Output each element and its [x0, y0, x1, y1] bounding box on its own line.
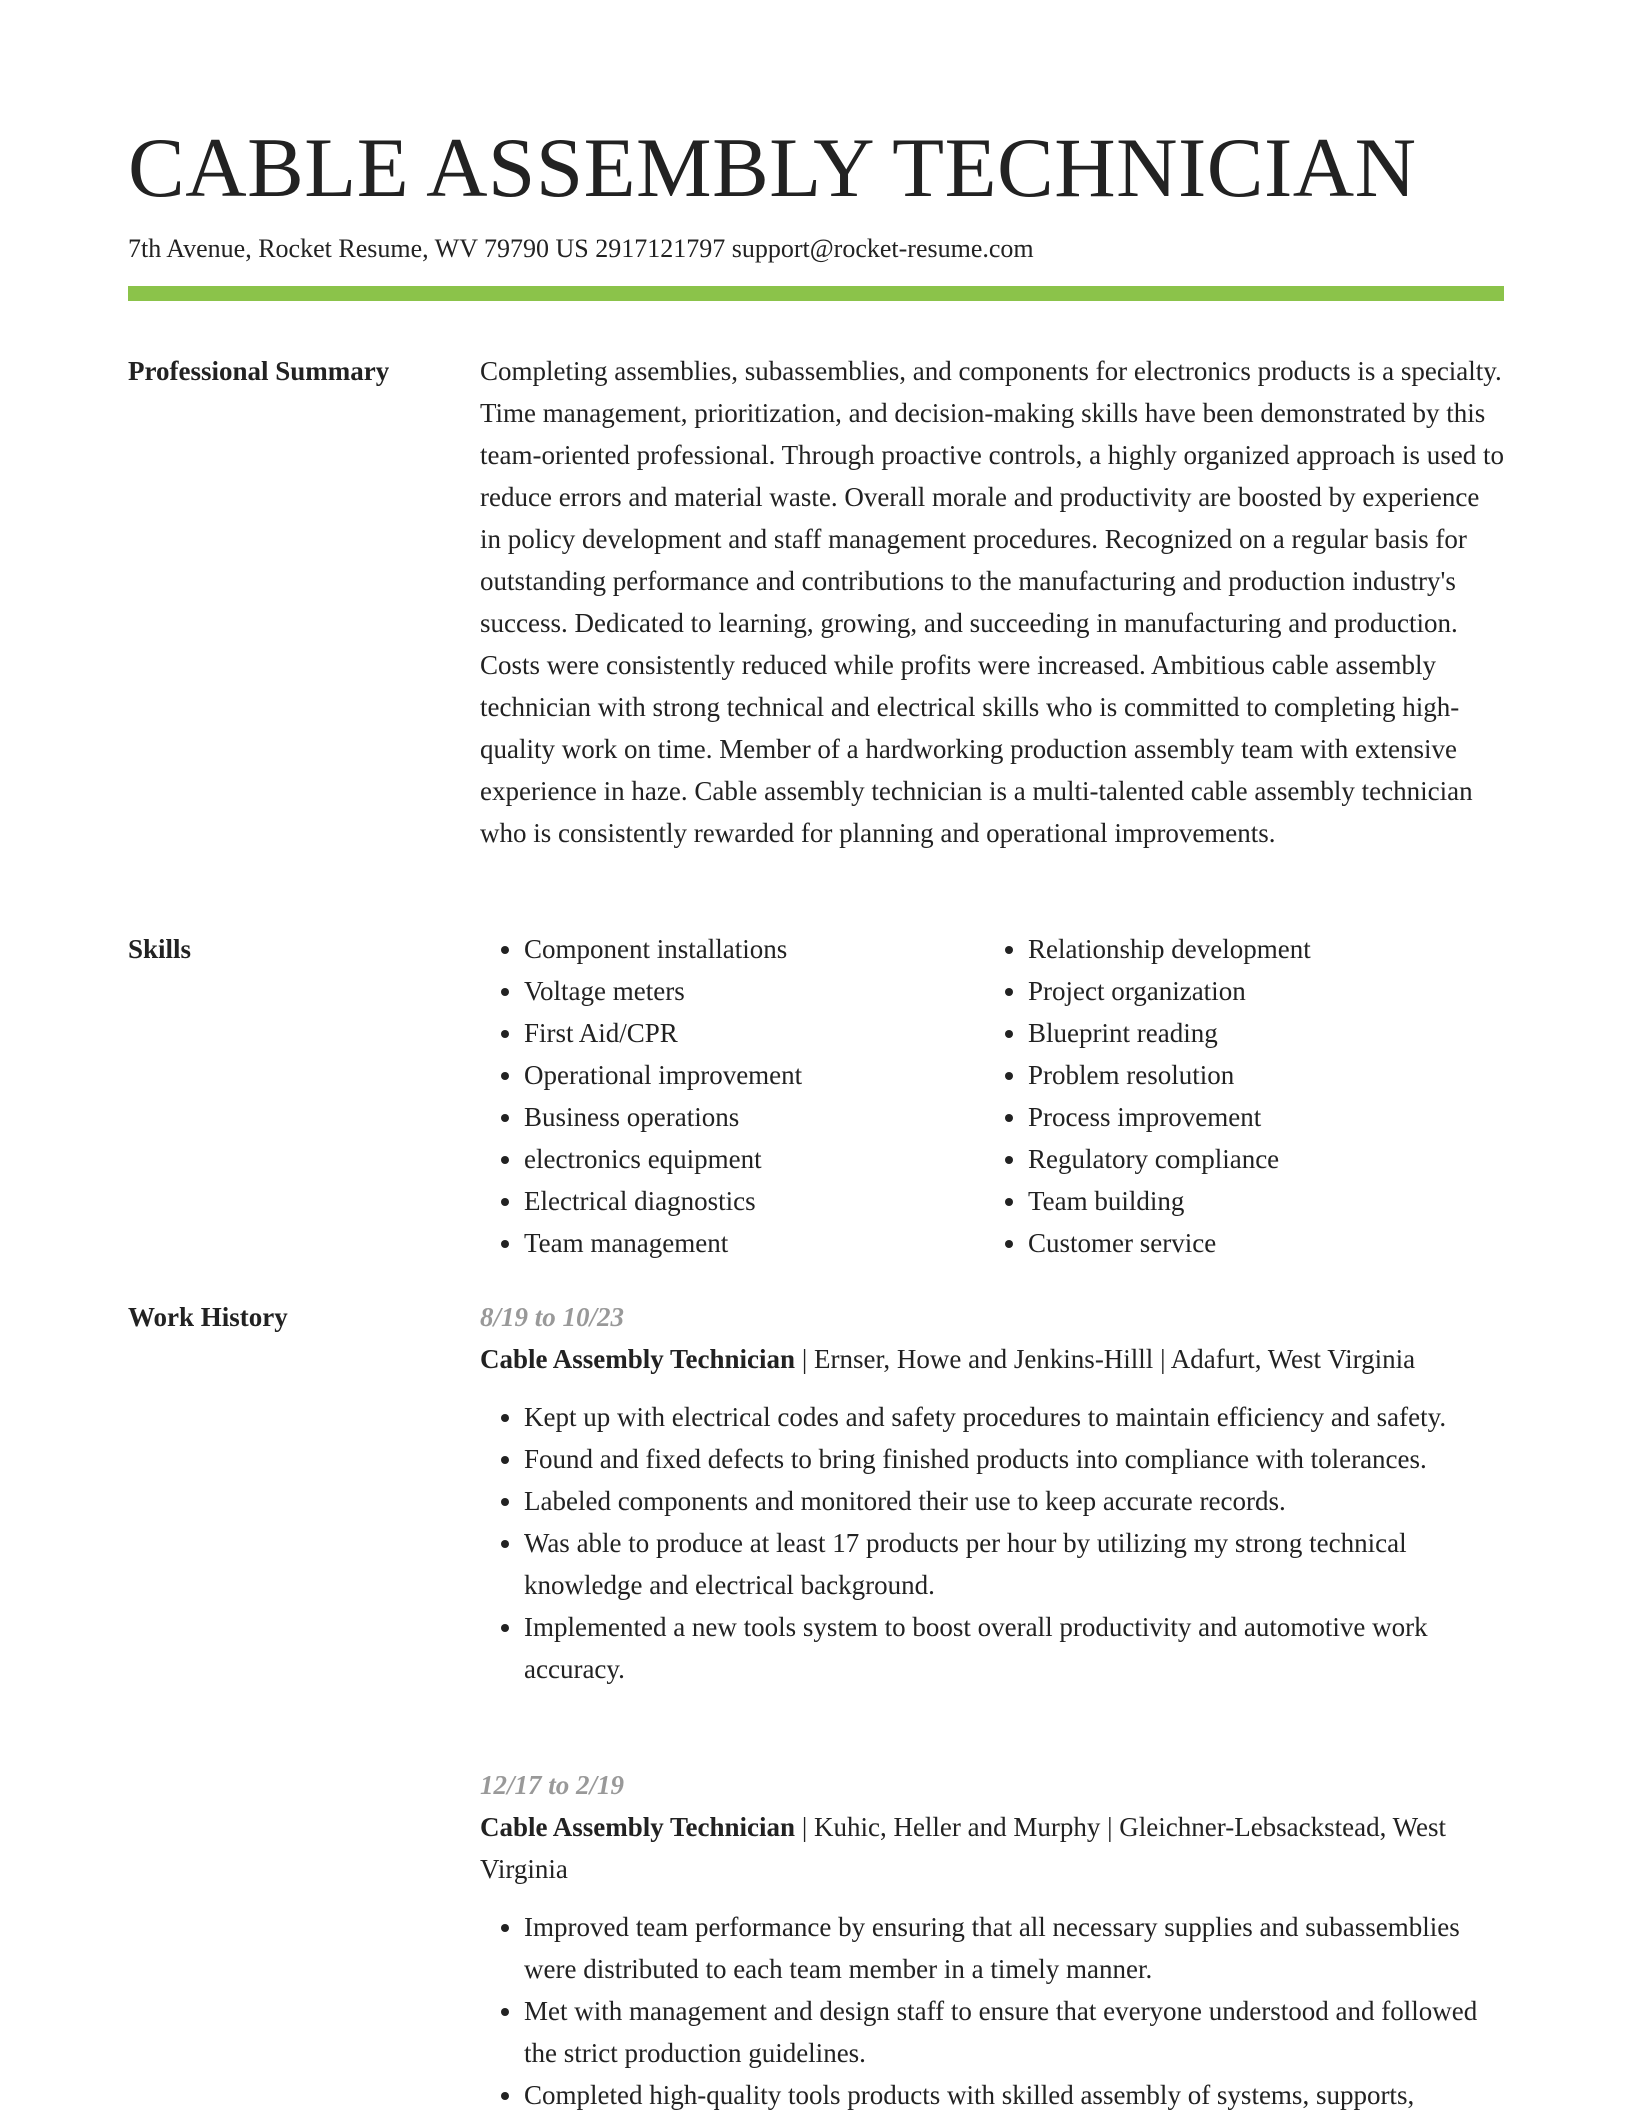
work-history-heading: Work History: [128, 1302, 288, 1332]
skill-item: • Voltage meters: [524, 970, 984, 1012]
skill-item: • Project organization: [1028, 970, 1488, 1012]
skill-item: • First Aid/CPR: [524, 1012, 984, 1054]
job-bullet: • Kept up with electrical codes and safety procedures to maintain efficiency and safety.: [524, 1396, 1504, 1438]
summary-text: Completing assemblies, subassemblies, and components for electronics products is a specialty. Time management, prioritization, and decision-making skills have been demonstrated by this team-oriented professional. Through proactive controls, a highly organized approach is used to reduce errors and material waste. Overall morale and productivity are boosted by experience in policy development and staff management procedures. Recognized on a regular basis for outstanding performance and contributions to the manufacturing and production industry's success. Dedicated to learning, growing, and succeeding in manufacturing and production. Costs were consistently reduced while profits were increased. Ambitious cable assembly technician with strong technical and electrical skills who is committed to completing high-quality work on time. Member of a hardworking production assembly team with extensive experience in haze. Cable assembly technician is a multi-talented cable assembly technician who is consistently rewarded for planning and operational improvements.: [480, 356, 1504, 848]
job-title: Cable Assembly Technician: [480, 1812, 796, 1842]
job-dates: 8/19 to 10/23: [480, 1302, 625, 1332]
job-bullets: [480, 1396, 1504, 1690]
skill-item: • Relationship development: [1028, 928, 1488, 970]
skill-item: • Electrical diagnostics: [524, 1180, 984, 1222]
job-bullet: • Found and fixed defects to bring finished products into compliance with tolerances.: [524, 1438, 1504, 1480]
resume-name: CABLE ASSEMBLY TECHNICIAN: [128, 121, 1417, 215]
skill-item: • Team building: [1028, 1180, 1488, 1222]
job-entry: [480, 1296, 1504, 1690]
skills-list-left: [480, 928, 984, 1264]
job-details: | Ernser, Howe and Jenkins-Hilll | Adafurt, West Virginia: [795, 1344, 1416, 1374]
skill-item: • Business operations: [524, 1096, 984, 1138]
job-bullet: • Met with management and design staff to ensure that everyone understood and followed the strict production guidelines.: [524, 1990, 1504, 2074]
job-entry: [480, 1764, 1504, 2116]
skill-item: • Process improvement: [1028, 1096, 1488, 1138]
contact-line: 7th Avenue, Rocket Resume, WV 79790 US 2917121797 support@rocket-resume.com: [128, 234, 1034, 263]
skill-item: • Problem resolution: [1028, 1054, 1488, 1096]
job-bullet: • Implemented a new tools system to boost overall productivity and automotive work accuracy.: [524, 1606, 1504, 1690]
skill-item: • Customer service: [1028, 1222, 1488, 1264]
job-dates: 12/17 to 2/19: [480, 1770, 625, 1800]
job-bullets: [480, 1906, 1504, 2116]
summary-body: [480, 350, 1504, 854]
skill-item: • Team management: [524, 1222, 984, 1264]
skills-heading: Skills: [128, 934, 192, 964]
skill-item: • Operational improvement: [524, 1054, 984, 1096]
skills-list-right: [984, 928, 1488, 1264]
job-bullet: • Completed high-quality tools products with skilled assembly of systems, supports,: [524, 2074, 1504, 2116]
job-bullet: • Improved team performance by ensuring that all necessary supplies and subassemblies were distributed to each team member in a timely manner.: [524, 1906, 1504, 1990]
job-bullet: • Labeled components and monitored their use to keep accurate records.: [524, 1480, 1504, 1522]
skill-item: • Component installations: [524, 928, 984, 970]
skill-item: • Blueprint reading: [1028, 1012, 1488, 1054]
job-details: | Kuhic, Heller and Murphy | Gleichner-Lebsackstead, West Virginia: [480, 1812, 1446, 1884]
summary-heading: Professional Summary: [128, 356, 390, 386]
header-divider: [128, 286, 1504, 301]
job-header: [480, 1338, 1504, 1380]
skill-item: • Regulatory compliance: [1028, 1138, 1488, 1180]
job-header: [480, 1806, 1504, 1890]
skill-item: • electronics equipment: [524, 1138, 984, 1180]
job-title: Cable Assembly Technician: [480, 1344, 796, 1374]
skills-body: [480, 928, 1504, 1264]
job-bullet: • Was able to produce at least 17 products per hour by utilizing my strong technical knowledge and electrical background.: [524, 1522, 1504, 1606]
